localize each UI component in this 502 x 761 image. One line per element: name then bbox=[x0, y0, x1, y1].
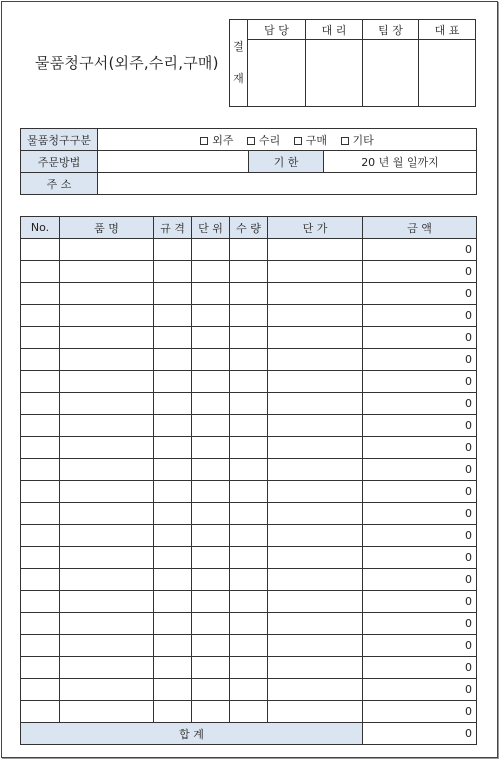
cell-name[interactable] bbox=[60, 393, 154, 415]
cell-no[interactable] bbox=[21, 679, 60, 701]
cell-price[interactable] bbox=[268, 371, 363, 393]
cell-name[interactable] bbox=[60, 591, 154, 613]
table-row bbox=[21, 613, 477, 635]
checkbox-icon[interactable] bbox=[200, 137, 208, 145]
cell-amount: 0 bbox=[363, 327, 477, 349]
cell-qty[interactable] bbox=[230, 393, 268, 415]
approval-role: 팀 장 bbox=[363, 20, 419, 40]
cell-spec[interactable] bbox=[154, 283, 192, 305]
cell-qty[interactable] bbox=[230, 349, 268, 371]
cell-name[interactable] bbox=[60, 569, 154, 591]
cell-spec[interactable] bbox=[154, 591, 192, 613]
cell-amount: 0 bbox=[363, 547, 477, 569]
cell-spec[interactable] bbox=[154, 569, 192, 591]
col-header-name: 품 명 bbox=[60, 217, 154, 239]
cell-name[interactable] bbox=[60, 349, 154, 371]
cell-unit[interactable] bbox=[192, 371, 230, 393]
cell-no[interactable] bbox=[21, 305, 60, 327]
table-row bbox=[21, 415, 477, 437]
cell-no[interactable] bbox=[21, 371, 60, 393]
cell-spec[interactable] bbox=[154, 503, 192, 525]
cell-no[interactable] bbox=[21, 239, 60, 261]
option-purchase[interactable]: 구매 bbox=[294, 132, 327, 148]
cell-amount: 0 bbox=[363, 569, 477, 591]
cell-qty[interactable] bbox=[230, 525, 268, 547]
cell-name[interactable] bbox=[60, 657, 154, 679]
cell-price[interactable] bbox=[268, 591, 363, 613]
cell-price[interactable] bbox=[268, 635, 363, 657]
total-label: 합 계 bbox=[21, 723, 363, 745]
cell-spec[interactable] bbox=[154, 305, 192, 327]
cell-amount: 0 bbox=[363, 239, 477, 261]
cell-no[interactable] bbox=[21, 569, 60, 591]
cell-spec[interactable] bbox=[154, 525, 192, 547]
cell-unit[interactable] bbox=[192, 525, 230, 547]
cell-qty[interactable] bbox=[230, 503, 268, 525]
item-rows bbox=[21, 239, 477, 723]
checkbox-icon[interactable] bbox=[247, 137, 255, 145]
cell-amount: 0 bbox=[363, 261, 477, 283]
cell-amount: 0 bbox=[363, 459, 477, 481]
table-row bbox=[21, 371, 477, 393]
cell-amount: 0 bbox=[363, 349, 477, 371]
table-row bbox=[21, 701, 477, 723]
approval-side-label: 결 재 bbox=[230, 20, 248, 107]
cell-qty[interactable] bbox=[230, 701, 268, 723]
col-header-spec: 규 격 bbox=[154, 217, 192, 239]
cell-name[interactable] bbox=[60, 415, 154, 437]
cell-spec[interactable] bbox=[154, 371, 192, 393]
cell-unit[interactable] bbox=[192, 349, 230, 371]
table-row bbox=[21, 525, 477, 547]
cell-price[interactable] bbox=[268, 327, 363, 349]
cell-price[interactable] bbox=[268, 569, 363, 591]
cell-name[interactable] bbox=[60, 371, 154, 393]
table-row bbox=[21, 283, 477, 305]
cell-price[interactable] bbox=[268, 481, 363, 503]
cell-name[interactable] bbox=[60, 679, 154, 701]
cell-spec[interactable] bbox=[154, 239, 192, 261]
cell-qty[interactable] bbox=[230, 261, 268, 283]
cell-name[interactable] bbox=[60, 459, 154, 481]
cell-amount: 0 bbox=[363, 525, 477, 547]
cell-name[interactable] bbox=[60, 547, 154, 569]
cell-no[interactable] bbox=[21, 261, 60, 283]
cell-price[interactable] bbox=[268, 239, 363, 261]
cell-unit[interactable] bbox=[192, 503, 230, 525]
col-header-amount: 금 액 bbox=[363, 217, 477, 239]
cell-unit[interactable] bbox=[192, 679, 230, 701]
cell-amount: 0 bbox=[363, 415, 477, 437]
table-row bbox=[21, 591, 477, 613]
cell-amount: 0 bbox=[363, 283, 477, 305]
cell-spec[interactable] bbox=[154, 679, 192, 701]
cell-price[interactable] bbox=[268, 349, 363, 371]
cell-spec[interactable] bbox=[154, 261, 192, 283]
cell-qty[interactable] bbox=[230, 371, 268, 393]
items-table bbox=[20, 216, 477, 745]
cell-amount: 0 bbox=[363, 437, 477, 459]
cell-price[interactable] bbox=[268, 679, 363, 701]
cell-name[interactable] bbox=[60, 503, 154, 525]
cell-unit[interactable] bbox=[192, 481, 230, 503]
approval-role: 담 당 bbox=[248, 20, 306, 40]
cell-spec[interactable] bbox=[154, 349, 192, 371]
cell-amount: 0 bbox=[363, 657, 477, 679]
cell-name[interactable] bbox=[60, 283, 154, 305]
cell-unit[interactable] bbox=[192, 261, 230, 283]
address-label: 주 소 bbox=[21, 173, 98, 195]
cell-price[interactable] bbox=[268, 283, 363, 305]
approval-sign-box[interactable] bbox=[363, 40, 419, 107]
table-row bbox=[21, 305, 477, 327]
approval-sign-box[interactable] bbox=[248, 40, 306, 107]
cell-no[interactable] bbox=[21, 547, 60, 569]
cell-unit[interactable] bbox=[192, 393, 230, 415]
cell-amount: 0 bbox=[363, 481, 477, 503]
cell-price[interactable] bbox=[268, 525, 363, 547]
cell-name[interactable] bbox=[60, 613, 154, 635]
table-row bbox=[21, 657, 477, 679]
cell-unit[interactable] bbox=[192, 657, 230, 679]
table-row bbox=[21, 679, 477, 701]
info-table bbox=[20, 128, 477, 195]
deadline-label: 기 한 bbox=[249, 151, 324, 173]
cell-price[interactable] bbox=[268, 261, 363, 283]
table-row bbox=[21, 327, 477, 349]
cell-price[interactable] bbox=[268, 393, 363, 415]
cell-amount: 0 bbox=[363, 305, 477, 327]
cell-no[interactable] bbox=[21, 349, 60, 371]
cell-name[interactable] bbox=[60, 525, 154, 547]
cell-name[interactable] bbox=[60, 305, 154, 327]
cell-unit[interactable] bbox=[192, 239, 230, 261]
table-row bbox=[21, 437, 477, 459]
cell-qty[interactable] bbox=[230, 415, 268, 437]
cell-no[interactable] bbox=[21, 459, 60, 481]
cell-qty[interactable] bbox=[230, 459, 268, 481]
cell-no[interactable] bbox=[21, 591, 60, 613]
table-row bbox=[21, 239, 477, 261]
table-row bbox=[21, 261, 477, 283]
table-row bbox=[21, 481, 477, 503]
cell-unit[interactable] bbox=[192, 569, 230, 591]
address-field[interactable] bbox=[98, 173, 477, 195]
cell-amount: 0 bbox=[363, 635, 477, 657]
cell-no[interactable] bbox=[21, 525, 60, 547]
cell-amount: 0 bbox=[363, 701, 477, 723]
order-method-field[interactable] bbox=[98, 151, 249, 173]
cell-qty[interactable] bbox=[230, 547, 268, 569]
cell-spec[interactable] bbox=[154, 635, 192, 657]
cell-qty[interactable] bbox=[230, 239, 268, 261]
cell-no[interactable] bbox=[21, 415, 60, 437]
order-method-label: 주문방법 bbox=[21, 151, 98, 173]
table-row bbox=[21, 503, 477, 525]
category-options bbox=[98, 129, 477, 151]
cell-name[interactable] bbox=[60, 327, 154, 349]
cell-unit[interactable] bbox=[192, 437, 230, 459]
cell-price[interactable] bbox=[268, 305, 363, 327]
approval-sign-box[interactable] bbox=[419, 40, 476, 107]
cell-no[interactable] bbox=[21, 657, 60, 679]
approval-sign-box[interactable] bbox=[306, 40, 363, 107]
cell-price[interactable] bbox=[268, 437, 363, 459]
cell-qty[interactable] bbox=[230, 591, 268, 613]
col-header-qty: 수 량 bbox=[230, 217, 268, 239]
checkbox-icon[interactable] bbox=[341, 137, 349, 145]
cell-unit[interactable] bbox=[192, 635, 230, 657]
cell-price[interactable] bbox=[268, 701, 363, 723]
cell-name[interactable] bbox=[60, 635, 154, 657]
option-repair[interactable]: 수리 bbox=[247, 132, 280, 148]
cell-no[interactable] bbox=[21, 283, 60, 305]
cell-unit[interactable] bbox=[192, 591, 230, 613]
cell-qty[interactable] bbox=[230, 327, 268, 349]
cell-name[interactable] bbox=[60, 239, 154, 261]
cell-unit[interactable] bbox=[192, 701, 230, 723]
cell-qty[interactable] bbox=[230, 613, 268, 635]
cell-unit[interactable] bbox=[192, 547, 230, 569]
cell-name[interactable] bbox=[60, 437, 154, 459]
table-row bbox=[21, 635, 477, 657]
cell-unit[interactable] bbox=[192, 327, 230, 349]
cell-amount: 0 bbox=[363, 503, 477, 525]
category-label: 물품청구구분 bbox=[21, 129, 98, 151]
approval-table bbox=[229, 19, 476, 107]
cell-spec[interactable] bbox=[154, 327, 192, 349]
cell-no[interactable] bbox=[21, 701, 60, 723]
cell-no[interactable] bbox=[21, 481, 60, 503]
cell-qty[interactable] bbox=[230, 305, 268, 327]
cell-amount: 0 bbox=[363, 371, 477, 393]
cell-price[interactable] bbox=[268, 415, 363, 437]
cell-amount: 0 bbox=[363, 393, 477, 415]
cell-amount: 0 bbox=[363, 613, 477, 635]
cell-name[interactable] bbox=[60, 261, 154, 283]
cell-qty[interactable] bbox=[230, 635, 268, 657]
cell-spec[interactable] bbox=[154, 701, 192, 723]
approval-role: 대 리 bbox=[306, 20, 363, 40]
cell-price[interactable] bbox=[268, 547, 363, 569]
cell-spec[interactable] bbox=[154, 613, 192, 635]
cell-spec[interactable] bbox=[154, 547, 192, 569]
cell-qty[interactable] bbox=[230, 283, 268, 305]
table-row bbox=[21, 459, 477, 481]
cell-no[interactable] bbox=[21, 635, 60, 657]
total-amount: 0 bbox=[363, 723, 477, 745]
cell-qty[interactable] bbox=[230, 569, 268, 591]
approval-role: 대 표 bbox=[419, 20, 476, 40]
cell-spec[interactable] bbox=[154, 459, 192, 481]
cell-spec[interactable] bbox=[154, 415, 192, 437]
col-header-no: No. bbox=[21, 217, 60, 239]
table-row bbox=[21, 349, 477, 371]
cell-no[interactable] bbox=[21, 437, 60, 459]
cell-unit[interactable] bbox=[192, 613, 230, 635]
cell-price[interactable] bbox=[268, 459, 363, 481]
cell-spec[interactable] bbox=[154, 657, 192, 679]
cell-unit[interactable] bbox=[192, 459, 230, 481]
cell-price[interactable] bbox=[268, 503, 363, 525]
cell-spec[interactable] bbox=[154, 481, 192, 503]
cell-spec[interactable] bbox=[154, 393, 192, 415]
cell-qty[interactable] bbox=[230, 481, 268, 503]
checkbox-icon[interactable] bbox=[294, 137, 302, 145]
option-outsource[interactable]: 외주 bbox=[200, 132, 233, 148]
cell-price[interactable] bbox=[268, 613, 363, 635]
cell-no[interactable] bbox=[21, 613, 60, 635]
cell-no[interactable] bbox=[21, 393, 60, 415]
cell-no[interactable] bbox=[21, 503, 60, 525]
table-row bbox=[21, 393, 477, 415]
col-header-price: 단 가 bbox=[268, 217, 363, 239]
cell-unit[interactable] bbox=[192, 305, 230, 327]
cell-qty[interactable] bbox=[230, 657, 268, 679]
cell-qty[interactable] bbox=[230, 679, 268, 701]
cell-unit[interactable] bbox=[192, 283, 230, 305]
cell-no[interactable] bbox=[21, 327, 60, 349]
table-row bbox=[21, 547, 477, 569]
col-header-unit: 단 위 bbox=[192, 217, 230, 239]
cell-name[interactable] bbox=[60, 701, 154, 723]
cell-spec[interactable] bbox=[154, 437, 192, 459]
cell-price[interactable] bbox=[268, 657, 363, 679]
cell-amount: 0 bbox=[363, 591, 477, 613]
cell-amount: 0 bbox=[363, 679, 477, 701]
cell-name[interactable] bbox=[60, 481, 154, 503]
table-row bbox=[21, 569, 477, 591]
cell-qty[interactable] bbox=[230, 437, 268, 459]
option-other[interactable]: 기타 bbox=[341, 132, 374, 148]
page-title: 물품청구서(외주,수리,구매) bbox=[35, 54, 219, 72]
cell-unit[interactable] bbox=[192, 415, 230, 437]
deadline-field[interactable]: 20 년 월 일까지 bbox=[324, 151, 477, 173]
